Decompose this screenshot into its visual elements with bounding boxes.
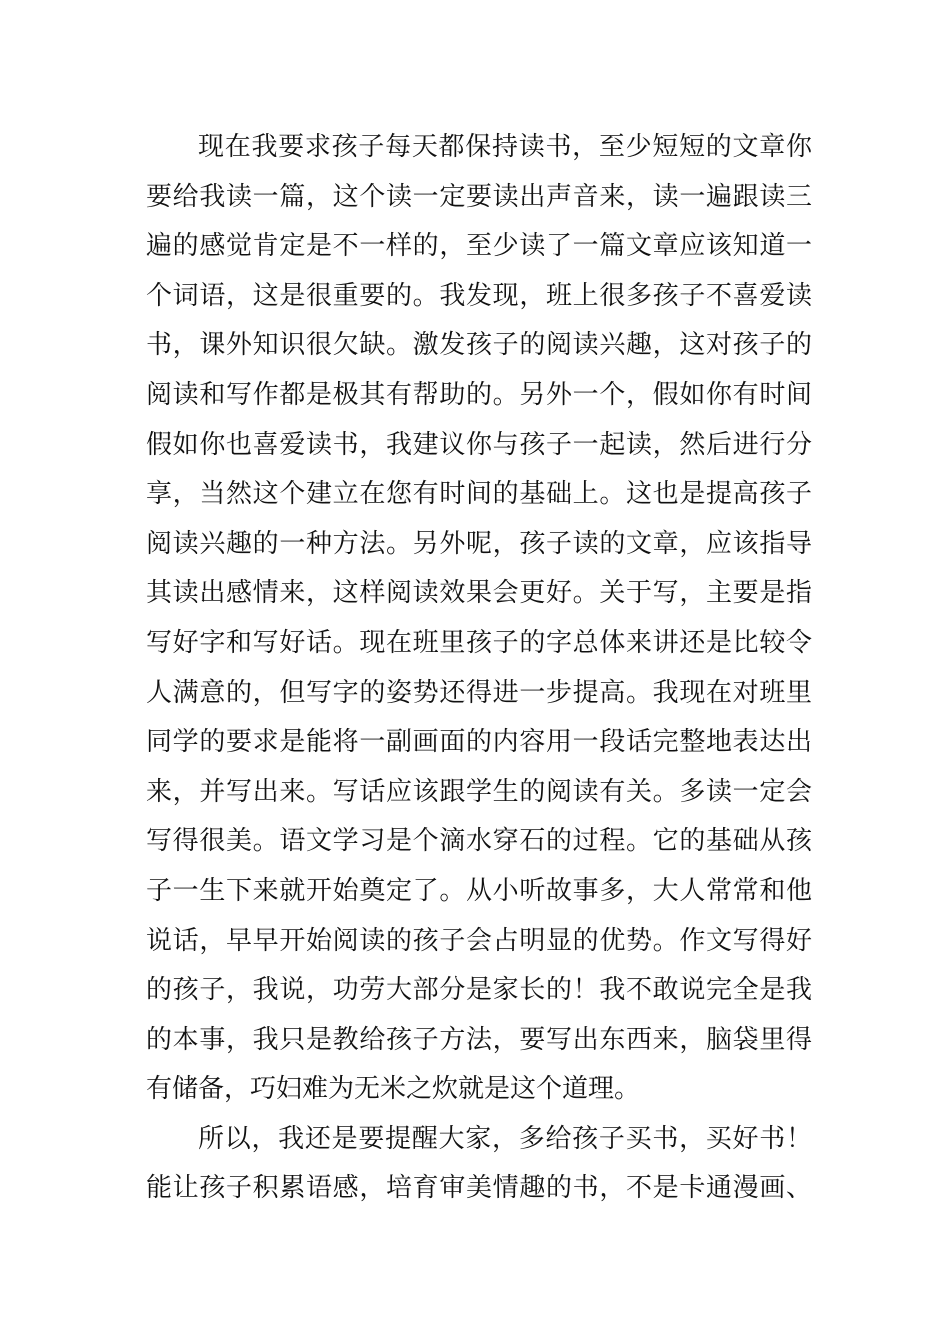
- paragraph-1-line-13: 同学的要求是能将一副画面的内容用一段话完整地表达出: [146, 727, 812, 758]
- paragraph-1-line-3: 遍的感觉肯定是不一样的，至少读了一篇文章应该知道一: [146, 231, 812, 262]
- paragraph-1-line-16: 子一生下来就开始奠定了。从小听故事多，大人常常和他: [146, 875, 812, 906]
- body-text: [146, 123, 812, 1214]
- paragraph-1-line-10: 其读出感情来，这样阅读效果会更好。关于写，主要是指: [146, 578, 812, 609]
- paragraph-1-line-4: 个词语，这是很重要的。我发现，班上很多孩子不喜爱读: [146, 280, 812, 311]
- paragraph-1-line-6: 阅读和写作都是极其有帮助的。另外一个，假如你有时间: [146, 379, 812, 410]
- paragraph-1-line-18: 的孩子，我说，功劳大部分是家长的！我不敢说完全是我: [146, 975, 812, 1006]
- paragraph-1-line-17: 说话，早早开始阅读的孩子会占明显的优势。作文写得好: [146, 925, 812, 956]
- paragraph-1-line-14: 来，并写出来。写话应该跟学生的阅读有关。多读一定会: [146, 776, 812, 807]
- paragraph-2-line-2: 能让孩子积累语感，培育审美情趣的书，不是卡通漫画、: [146, 1173, 812, 1204]
- paragraph-1-line-2: 要给我读一篇，这个读一定要读出声音来，读一遍跟读三: [146, 181, 812, 212]
- paragraph-1-line-9: 阅读兴趣的一种方法。另外呢，孩子读的文章，应该指导: [146, 528, 812, 559]
- paragraph-1-line-1: 现在我要求孩子每天都保持读书，至少短短的文章你: [198, 132, 812, 162]
- paragraph-1-line-20: 有储备，巧妇难为无米之炊就是这个道理。: [146, 1074, 641, 1105]
- paragraph-1-line-7: 假如你也喜爱读书，我建议你与孩子一起读，然后进行分: [146, 429, 812, 460]
- paragraph-1-line-12: 人满意的，但写字的姿势还得进一步提高。我现在对班里: [146, 677, 812, 708]
- paragraph-1-line-15: 写得很美。语文学习是个滴水穿石的过程。它的基础从孩: [146, 826, 812, 857]
- paragraph-1-line-19: 的本事，我只是教给孩子方法，要写出东西来，脑袋里得: [146, 1024, 812, 1055]
- paragraph-1-line-8: 享，当然这个建立在您有时间的基础上。这也是提高孩子: [146, 479, 812, 510]
- paragraph-1-line-11: 写好字和写好话。现在班里孩子的字总体来讲还是比较令: [146, 627, 812, 658]
- paragraph-1-line-5: 书，课外知识很欠缺。激发孩子的阅读兴趣，这对孩子的: [146, 330, 812, 361]
- paragraph-2-line-1: 所以，我还是要提醒大家，多给孩子买书，买好书！: [198, 1123, 812, 1154]
